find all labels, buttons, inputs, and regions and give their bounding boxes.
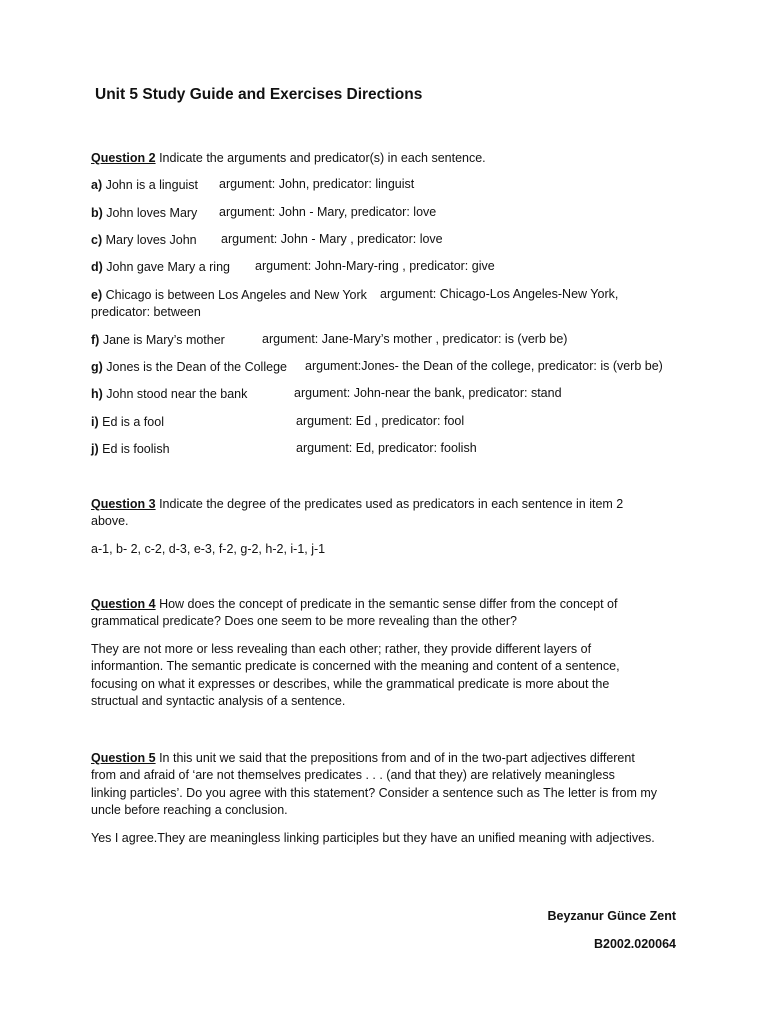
- list-item: [91, 287, 367, 305]
- question-3-text: Indicate the degree of the predicates used as predicators in each sentence in item 2: [159, 497, 624, 511]
- item-letter: a): [91, 178, 103, 192]
- item-answer: argument: John, predicator: linguist: [219, 177, 415, 191]
- item-answer: argument:Jones- the Dean of the college, predicator: is (verb be): [305, 359, 663, 373]
- item-sentence: John loves Mary: [106, 206, 198, 220]
- student-id: B2002.020064: [593, 937, 676, 951]
- question-4-answer-line: structual and syntactic analysis of a sentence.: [91, 694, 346, 708]
- list-item: [91, 386, 247, 404]
- question-5-text: In this unit we said that the prepositions from and of in the two-part adjectives different: [159, 751, 635, 765]
- list-item: [91, 441, 170, 459]
- item-letter: f): [91, 333, 100, 347]
- list-item: [91, 414, 164, 432]
- item-letter: h): [91, 387, 103, 401]
- question-4-answer-line: informantion. The semantic predicate is concerned with the meaning and content of a sentence,: [91, 659, 620, 673]
- item-letter: e): [91, 288, 103, 302]
- page-title: Unit 5 Study Guide and Exercises Directions: [95, 86, 423, 103]
- question-3-label: Question 3: [91, 497, 156, 511]
- question-2-label: Question 2: [91, 151, 156, 165]
- item-sentence: Jane is Mary’s mother: [102, 333, 225, 347]
- item-letter: g): [91, 360, 103, 374]
- item-sentence: John is a linguist: [105, 178, 199, 192]
- question-5-prompt: [91, 750, 635, 768]
- item-answer: argument: John - Mary , predicator: love: [221, 232, 443, 246]
- item-answer: argument: John-Mary-ring , predicator: give: [255, 259, 495, 273]
- question-2-prompt: [91, 150, 486, 168]
- list-item: [91, 259, 230, 277]
- item-answer: argument: John-near the bank, predicator: stand: [294, 386, 562, 400]
- question-5-answer: Yes I agree.They are meaningless linking participles but they have an unified meaning with adjectives.: [91, 831, 655, 845]
- item-letter: c): [91, 233, 103, 247]
- question-4-answer-line: focusing on what it expresses or describes, while the grammatical predicate is more about the: [91, 677, 610, 691]
- item-sentence: Ed is a fool: [102, 415, 164, 429]
- question-2-text: Indicate the arguments and predicator(s) in each sentence.: [159, 151, 486, 165]
- item-answer: argument: John - Mary, predicator: love: [219, 205, 437, 219]
- author-name: Beyzanur Günce Zent: [547, 909, 676, 923]
- question-3-answer: a-1, b- 2, c-2, d-3, e-3, f-2, g-2, h-2, i-1, j-1: [91, 542, 326, 556]
- item-letter: d): [91, 260, 103, 274]
- question-5-text-cont: linking particles’. Do you agree with this statement? Consider a sentence such as The letter is from my: [91, 786, 658, 800]
- item-answer: argument: Jane-Mary’s mother , predicator: is (verb be): [262, 332, 568, 346]
- item-sentence: Chicago is between Los Angeles and New York: [105, 288, 367, 302]
- list-item: [91, 232, 197, 250]
- item-answer: argument: Ed , predicator: fool: [296, 414, 465, 428]
- question-4-text: How does the concept of predicate in the semantic sense differ from the concept of: [159, 597, 618, 611]
- question-5-text-cont: from and afraid of ‘are not themselves predicates . . . (and that they) are relatively meaningless: [91, 768, 615, 782]
- item-answer: argument: Ed, predicator: foolish: [296, 441, 477, 455]
- item-sentence: Mary loves John: [105, 233, 197, 247]
- question-5-text-cont: uncle before reaching a conclusion.: [91, 803, 288, 817]
- question-4-label: Question 4: [91, 597, 156, 611]
- list-item: [91, 332, 225, 350]
- item-sentence: Ed is foolish: [102, 442, 170, 456]
- question-5-label: Question 5: [91, 751, 156, 765]
- question-3-text-cont: above.: [91, 514, 129, 528]
- list-item: [91, 359, 287, 377]
- item-sentence: John gave Mary a ring: [106, 260, 230, 274]
- list-item: [91, 205, 197, 223]
- question-4-answer-line: They are not more or less revealing than each other; rather, they provide different layers of: [91, 642, 592, 656]
- item-sentence: John stood near the bank: [106, 387, 248, 401]
- question-4-prompt: [91, 596, 617, 614]
- item-sentence: Jones is the Dean of the College: [106, 360, 287, 374]
- item-letter: i): [91, 415, 99, 429]
- question-3-prompt: [91, 496, 623, 514]
- question-4-text-cont: grammatical predicate? Does one seem to be more revealing than the other?: [91, 614, 517, 628]
- item-letter: j): [91, 442, 99, 456]
- item-letter: b): [91, 206, 103, 220]
- item-answer-continued: predicator: between: [91, 305, 201, 319]
- list-item: [91, 177, 198, 195]
- item-answer: argument: Chicago-Los Angeles-New York,: [380, 287, 619, 301]
